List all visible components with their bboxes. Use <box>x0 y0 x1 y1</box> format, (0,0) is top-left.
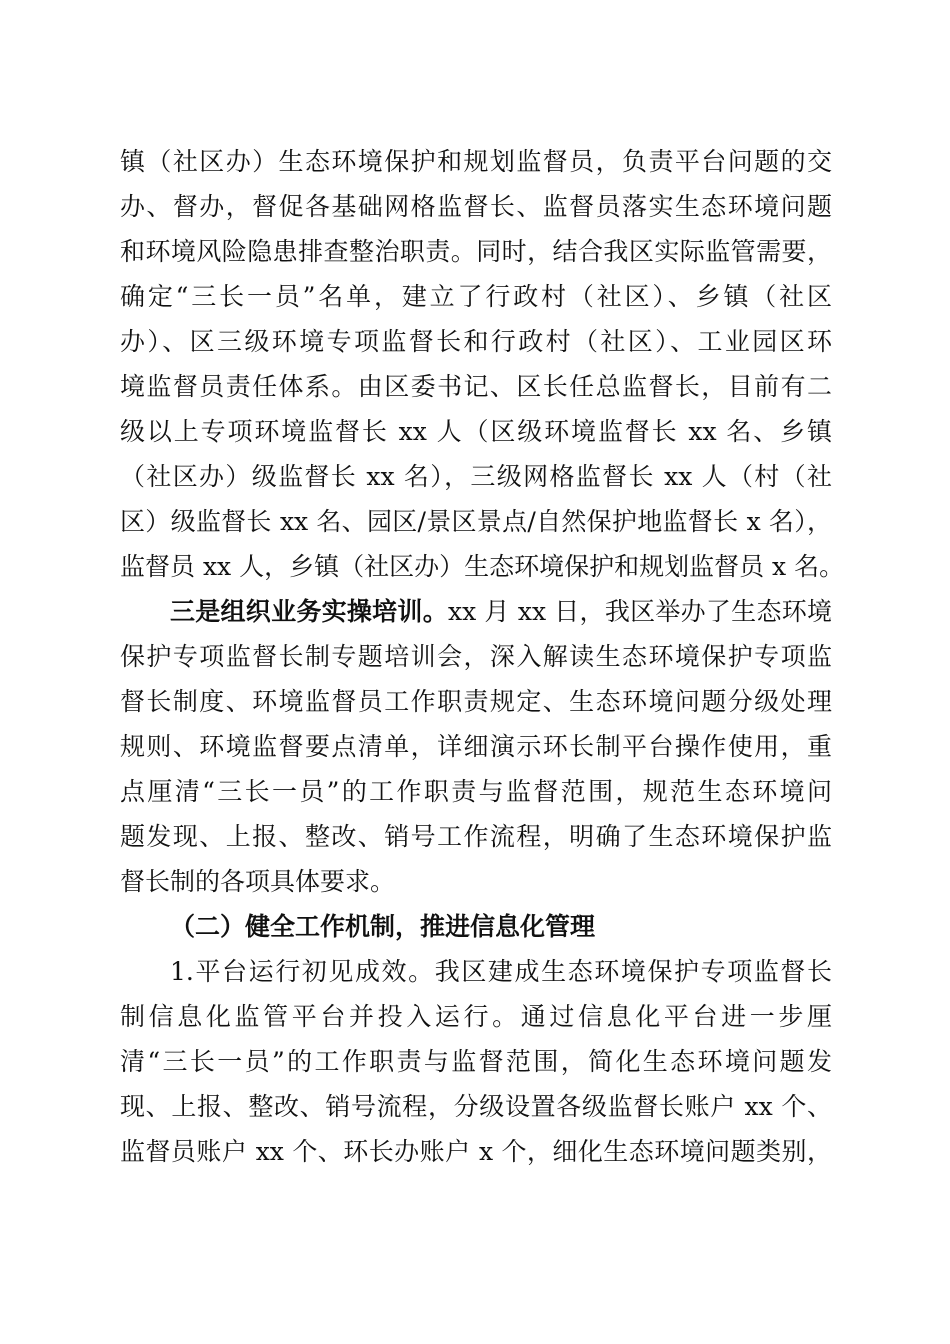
paragraph-first-line <box>170 952 832 992</box>
paragraph-first-text: xx 月 xx 日，我区举办了生态环境 <box>447 597 832 626</box>
text-line: 办、督办，督促各基础网格监督长、监督员落实生态环境问题 <box>120 192 832 221</box>
text-line: 区）级监督长 xx 名、园区/景区景点/自然保护地监督长 x 名）， <box>120 507 832 536</box>
text-line: 规则、环境监督要点清单，详细演示环长制平台操作使用，重 <box>120 732 832 761</box>
text-line: 督长制的各项具体要求。 <box>120 867 396 896</box>
paragraph-first-line <box>170 592 832 632</box>
text-line: （社区办）级监督长 xx 名），三级网格监督长 xx 人（村（社 <box>120 462 832 491</box>
text-line: 督长制度、环境监督员工作职责规定、生态环境问题分级处理 <box>120 687 832 716</box>
text-line: 保护专项监督长制专题培训会，深入解读生态环境保护专项监 <box>120 642 832 671</box>
paragraph-lead: 三是组织业务实操培训。 <box>170 597 448 626</box>
section-heading: （二）健全工作机制，推进信息化管理 <box>170 912 596 941</box>
text-line: 现、上报、整改、销号流程，分级设置各级监督长账户 xx 个、 <box>120 1092 832 1121</box>
text-line: 点厘清“三长一员”的工作职责与监督范围，规范生态环境问 <box>120 777 832 806</box>
text-line: 和环境风险隐患排查整治职责。同时，结合我区实际监管需要， <box>120 237 832 266</box>
text-line: 制信息化监管平台并投入运行。通过信息化平台进一步厘 <box>120 1002 832 1031</box>
paragraph-first-text: 我区建成生态环境保护专项监督长 <box>434 957 832 986</box>
text-line: 监督员账户 xx 个、环长办账户 x 个，细化生态环境问题类别， <box>120 1137 832 1166</box>
text-line: 题发现、上报、整改、销号工作流程，明确了生态环境保护监 <box>120 822 832 851</box>
text-line: 清“三长一员”的工作职责与监督范围，简化生态环境问题发 <box>120 1047 832 1076</box>
text-line: 监督员 xx 人，乡镇（社区办）生态环境保护和规划监督员 x 名。 <box>120 552 845 581</box>
text-line: 镇（社区办）生态环境保护和规划监督员，负责平台问题的交 <box>120 147 832 176</box>
text-line: 办）、区三级环境专项监督长和行政村（社区）、工业园区环 <box>120 327 832 356</box>
paragraph-lead: 1.平台运行初见成效。 <box>170 957 435 986</box>
text-line: 境监督员责任体系。由区委书记、区长任总监督长，目前有二 <box>120 372 832 401</box>
text-line: 确定“三长一员”名单，建立了行政村（社区）、乡镇（社区 <box>120 282 832 311</box>
text-line: 级以上专项环境监督长 xx 人（区级环境监督长 xx 名、乡镇 <box>120 417 832 446</box>
